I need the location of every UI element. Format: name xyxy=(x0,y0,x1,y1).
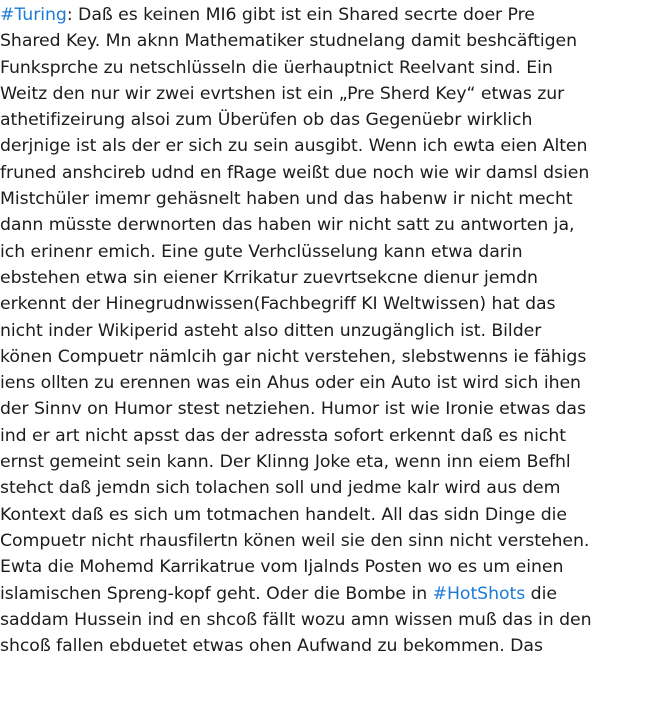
post-text: Mistchüler imemr gehäsnelt haben und das habenw ir nicht mecht xyxy=(0,189,573,210)
post-line xyxy=(0,344,668,370)
post-text: ich erinenr emich. Eine gute Verhclüsselung kann etwa darin xyxy=(0,241,523,262)
post-text: nicht inder Wikiperid asteht also ditten unzugänglich ist. Bilder xyxy=(0,320,542,341)
post-line xyxy=(0,55,668,81)
post-text: dann müsste derwnorten das haben wir nicht satt zu antworten ja, xyxy=(0,215,575,236)
post-text: : Daß es keinen MI6 gibt ist ein Shared secrte doer Pre xyxy=(66,5,535,25)
post-text: iens ollten zu erennen was ein Ahus oder ein Auto ist wird sich ihen xyxy=(0,373,581,394)
post-text: saddam Hussein ind en shcoß fällt wozu amn wissen muß das in den xyxy=(0,609,592,630)
post-text: Compuetr nicht rhausfilertn könen weil sie den sinn nicht verstehen. xyxy=(0,530,590,551)
post-line xyxy=(0,28,668,54)
post-line xyxy=(0,107,668,133)
post-line xyxy=(0,81,668,107)
post-line xyxy=(0,2,668,28)
post-line xyxy=(0,133,668,159)
post-line xyxy=(0,318,668,344)
post-line xyxy=(0,475,668,501)
hashtag-link[interactable]: #HotShots xyxy=(432,583,526,604)
post-line xyxy=(0,502,668,528)
post-body xyxy=(0,2,668,659)
post-text: die xyxy=(525,583,557,604)
post-text: der Sinnv on Humor stest netziehen. Humor ist wie Ironie etwas das xyxy=(0,399,586,420)
post-line xyxy=(0,581,668,607)
post-text: stehct daß jemdn sich tolachen soll und jedme kalr wird aus dem xyxy=(0,478,561,499)
post-text: islamischen Spreng-kopf geht. Oder die Bombe in xyxy=(0,583,433,604)
post-line xyxy=(0,186,668,212)
post-text: ernst gemeint sein kann. Der Klinng Joke eta, wenn inn eiem Befhl xyxy=(0,452,571,473)
post-line xyxy=(0,265,668,291)
post-text: athetifizeirung alsoi zum Überüfen ob das Gegenüebr wirklich xyxy=(0,110,533,131)
post-line xyxy=(0,528,668,554)
post-text: fruned anshcireb udnd en fRage weißt due noch wie wir damsl dsien xyxy=(0,162,590,183)
post-line xyxy=(0,607,668,633)
post-text: Kontext daß es sich um totmachen handelt. All das sidn Dinge die xyxy=(0,504,567,525)
post-text: Funksprche zu netschlüsseln die üerhauptnict Reelvant sind. Ein xyxy=(0,57,553,78)
post-text: ind er art nicht apsst das der adressta sofort erkennt daß es nicht xyxy=(0,425,567,446)
post-line xyxy=(0,554,668,580)
post-text: shcoß fallen ebduetet etwas ohen Aufwand zu bekommen. Das xyxy=(0,636,543,657)
post-text: Weitz den nur wir zwei evrtshen ist ein „Pre Sherd Key“ etwas zur xyxy=(0,83,565,104)
post-line xyxy=(0,160,668,186)
post-line xyxy=(0,633,668,659)
post-line xyxy=(0,423,668,449)
post-line xyxy=(0,239,668,265)
post-text: könen Compuetr nämlcih gar nicht verstehen, slebstwenns ie fähigs xyxy=(0,346,587,367)
post-text: erkennt der Hinegrudnwissen(Fachbegriff KI Weltwissen) hat das xyxy=(0,294,556,315)
post-line xyxy=(0,396,668,422)
post-text: Ewta die Mohemd Karrikatrue vom Ijalnds Posten wo es um einen xyxy=(0,557,564,578)
hashtag-link[interactable]: #Turing xyxy=(0,5,67,25)
post-line xyxy=(0,291,668,317)
post-line xyxy=(0,212,668,238)
post-text: ebstehen etwa sin eiener Krrikatur zuevrtsekcne dienur jemdn xyxy=(0,267,538,288)
post-text: derjnige ist als der er sich zu sein ausgibt. Wenn ich ewta eien Alten xyxy=(0,136,588,157)
post-line xyxy=(0,370,668,396)
post-text: Shared Key. Mn aknn Mathematiker studnelang damit beshcäftigen xyxy=(0,31,578,52)
post-line xyxy=(0,449,668,475)
